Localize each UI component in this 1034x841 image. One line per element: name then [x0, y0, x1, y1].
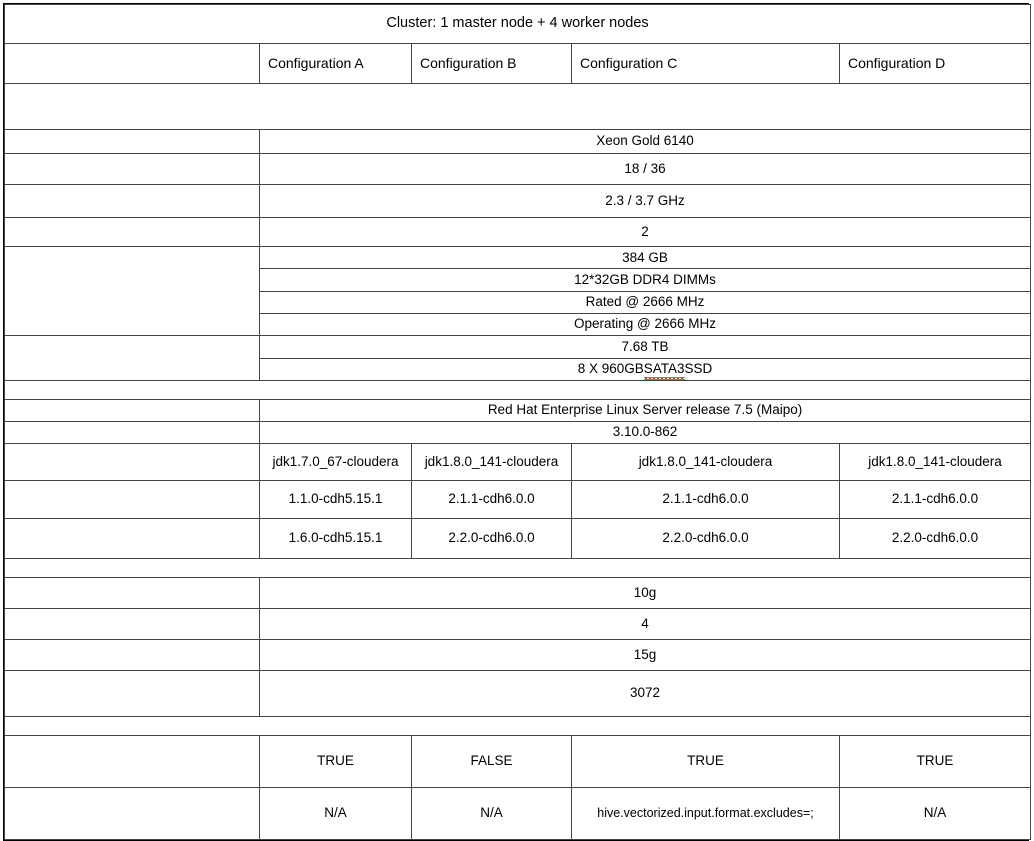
value-java-a: jdk1.7.0_67-cloudera	[260, 444, 412, 481]
value-storage-drives	[260, 358, 1031, 381]
row-label-processors: Processors	[5, 130, 260, 154]
row-label-kernel: Kernel	[5, 422, 260, 444]
value-hive-vectorized-input-format-excludes-b: N/A	[412, 788, 572, 840]
storage-drives-prefix: 8 X 960GB	[577, 361, 644, 377]
table-row-cores-threads	[5, 154, 1031, 185]
value-hive-a: 1.1.0-cdh5.15.1	[260, 481, 412, 519]
value-spark-a: 1.6.0-cdh5.15.1	[260, 519, 412, 559]
value-memory-capacity: 384 GB	[260, 247, 1031, 269]
value-java-b: jdk1.8.0_141-cloudera	[412, 444, 572, 481]
configuration-comparison-table	[3, 3, 1029, 841]
value-java-d: jdk1.8.0_141-cloudera	[840, 444, 1031, 481]
table-row-memory-1	[5, 247, 1031, 269]
section-banner-system-configuration-hive: SYSTEM CONFIGURATION: HIVE	[5, 717, 1031, 736]
table-row-title	[5, 5, 1031, 44]
value-hive-vectorized-execution-enabled-c: TRUE	[572, 736, 840, 788]
table-row-spark-version	[5, 519, 1031, 559]
header-configuration-a: Configuration A	[260, 44, 412, 84]
row-label-cores-threads: Cores / Threads	[5, 154, 260, 185]
value-spark-yarn-executor-memory-overhead: 3072	[260, 671, 1031, 717]
table-row-frequency	[5, 185, 1031, 218]
row-label-hive: Hive	[5, 481, 260, 519]
hardware-banner-lead: HARDWARE:	[261, 98, 346, 114]
header-configuration-c: Configuration C	[572, 44, 840, 84]
row-label-storage-node: Storage / Node	[5, 336, 260, 381]
table-row-os	[5, 400, 1031, 422]
table-row-spark-executor-memory	[5, 640, 1031, 671]
table-row-hive-config-banner	[5, 717, 1031, 736]
value-hive-vectorized-execution-enabled-d: TRUE	[840, 736, 1031, 788]
row-label-spark-executor-memory: spark.executor.memory	[5, 640, 260, 671]
table-row-spark-memory-overhead	[5, 671, 1031, 717]
value-spark-executor-cores: 4	[260, 609, 1031, 640]
row-label-hive-vectorized-input-format-excludes: hive.vectorized.input.format.excludes	[5, 788, 260, 840]
row-label-spark-executor-cores: spark.executor.cores	[5, 609, 260, 640]
row-label-memory-node: Memory / Node	[5, 247, 260, 336]
header-configuration-d: Configuration D	[840, 44, 1031, 84]
value-storage-capacity: 7.68 TB	[260, 336, 1031, 359]
value-spark-driver-memory: 10g	[260, 578, 1031, 609]
table-row-spark-executor-cores	[5, 609, 1031, 640]
table-row-kernel	[5, 422, 1031, 444]
value-processors: Xeon Gold 6140	[260, 130, 1031, 154]
cluster-title-cell	[5, 5, 1031, 44]
spellcheck-misspelled-word: SATA3	[643, 361, 685, 377]
table-row-processors	[5, 130, 1031, 154]
table-row-sockets	[5, 218, 1031, 247]
value-hive-vectorized-execution-enabled-b: FALSE	[412, 736, 572, 788]
table-row-hive-version	[5, 481, 1031, 519]
value-cores-threads: 18 / 36	[260, 154, 1031, 185]
table-row-hive-vectorized-input-format-excludes	[5, 788, 1031, 840]
table-row-spark-config-banner	[5, 559, 1031, 578]
row-label-os: OS	[5, 400, 260, 422]
row-label-spark: Spark	[5, 519, 260, 559]
table-row-hive-vectorized-execution-enabled	[5, 736, 1031, 788]
value-spark-d: 2.2.0-cdh6.0.0	[840, 519, 1031, 559]
value-hive-d: 2.1.1-cdh6.0.0	[840, 481, 1031, 519]
value-spark-executor-memory: 15g	[260, 640, 1031, 671]
value-spark-b: 2.2.0-cdh6.0.0	[412, 519, 572, 559]
value-java-c: jdk1.8.0_141-cloudera	[572, 444, 840, 481]
table-row-column-headers	[5, 44, 1031, 84]
table-row-software-banner	[5, 381, 1031, 400]
row-label-spark-yarn-executor-memory-overhead: spark.yarn.executor.memoryOverhead	[5, 671, 260, 717]
page-title: Cluster: 1 master node + 4 worker nodes	[386, 15, 649, 32]
section-banner-system-configuration-spark: SYSTEM CONFIGURATION: SPARK	[5, 559, 1031, 578]
value-os: Red Hat Enterprise Linux Server release 7.5 (Maipo)	[260, 400, 1031, 422]
value-sockets-node: 2	[260, 218, 1031, 247]
section-banner-software: SOFTWARE	[5, 381, 1031, 400]
header-blank-cell	[5, 44, 260, 84]
table-row-hardware-banner	[5, 84, 1031, 130]
value-spark-c: 2.2.0-cdh6.0.0	[572, 519, 840, 559]
row-label-base-turbo-frequency: Base / Turbo Frequency	[5, 185, 260, 218]
row-label-hive-vectorized-execution-enabled: hive.vectorized.execution.enabled	[5, 736, 260, 788]
header-configuration-b: Configuration B	[412, 44, 572, 84]
value-hive-vectorized-execution-enabled-a: TRUE	[260, 736, 412, 788]
value-memory-dimms: 12*32GB DDR4 DIMMs	[260, 269, 1031, 291]
value-kernel: 3.10.0-862	[260, 422, 1031, 444]
value-base-turbo-frequency: 2.3 / 3.7 GHz	[260, 185, 1031, 218]
table-row-storage-1	[5, 336, 1031, 359]
row-label-spark-driver-memory: spark.driver.memory	[5, 578, 260, 609]
value-hive-vectorized-input-format-excludes-c: hive.vectorized.input.format.excludes=;	[572, 788, 840, 840]
table-row-spark-driver-memory	[5, 578, 1031, 609]
value-hive-vectorized-input-format-excludes-d: N/A	[840, 788, 1031, 840]
value-memory-rated: Rated @ 2666 MHz	[260, 291, 1031, 313]
storage-drives-suffix: SSD	[684, 361, 713, 377]
value-hive-c: 2.1.1-cdh6.0.0	[572, 481, 840, 519]
row-label-sockets-node: Sockets / Node	[5, 218, 260, 247]
table-row-java	[5, 444, 1031, 481]
section-banner-hardware	[5, 84, 1031, 130]
value-memory-operating: Operating @ 2666 MHz	[260, 313, 1031, 335]
value-hive-b: 2.1.1-cdh6.0.0	[412, 481, 572, 519]
row-label-java: Java	[5, 444, 260, 481]
hardware-banner-rest: Configuration A, B, C and D have the same hardware configuration	[345, 98, 774, 114]
value-hive-vectorized-input-format-excludes-a: N/A	[260, 788, 412, 840]
spec-table	[4, 4, 1031, 840]
